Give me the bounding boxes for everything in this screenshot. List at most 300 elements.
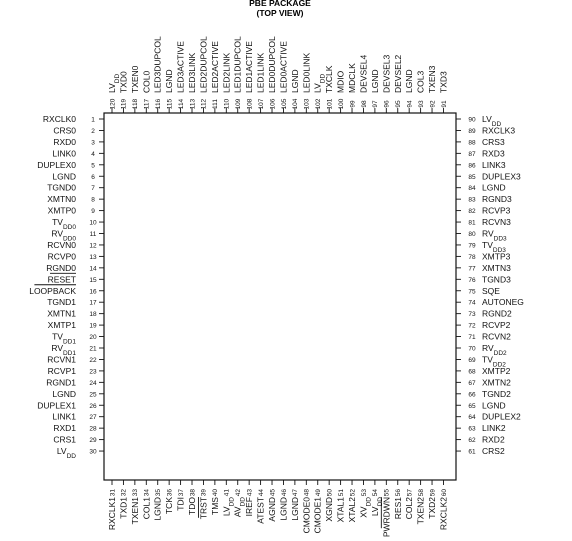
pin-name: RCVN3 [482,217,511,228]
pin-name: SQE [482,285,500,296]
pin-name: TXD0 [118,71,129,93]
pin-number: 59 [429,489,437,497]
pin-number: 11 [89,231,97,238]
pin-number: 5 [91,162,95,170]
pin-89 [456,125,515,135]
pin-104 [290,69,300,113]
pin-name: CRS1 [53,434,76,445]
pin-40 [210,480,220,515]
pin-2 [53,125,104,135]
pin-number: 94 [406,100,414,108]
pin-number: 100 [337,98,345,110]
pin-101 [324,65,334,113]
pin-number: 105 [280,98,288,110]
pin-number: 119 [120,98,128,110]
pin-63 [456,423,506,433]
pin-number: 42 [235,489,243,497]
pin-name: RXD2 [482,434,505,445]
pin-96 [381,54,391,113]
pin-name: RESET [47,274,76,285]
pin-name: ATEST [255,497,266,524]
pin-number: 61 [468,448,476,456]
pin-name: $TV_{DD0}$ [52,217,76,231]
pin-name: COL2 [404,497,415,520]
pin-number: 43 [246,489,254,497]
pin-name: $XV_{DD}$ [358,497,372,518]
pin-number: 99 [349,100,357,108]
pin-92 [427,65,437,113]
pin-103 [301,53,311,113]
pin-number: 93 [417,100,425,108]
pin-number: 20 [89,334,97,342]
pin-number: 120 [109,98,117,110]
pin-93 [416,71,426,113]
pin-number: 56 [395,489,403,497]
pin-name: TXD1 [118,497,129,519]
pin-100 [336,70,346,113]
pin-74 [456,297,524,307]
pin-31 [107,480,117,530]
pin-91 [438,71,448,113]
pin-name: MDCLK [347,63,358,93]
pin-73 [456,309,512,319]
pin-name: RXCLK3 [482,125,516,136]
pin-98 [358,54,368,113]
pin-number: 62 [468,437,476,445]
pin-114 [176,41,186,113]
pin-number: 49 [315,489,323,497]
pin-name: TRST [198,497,209,520]
pin-name: DUPLEX2 [482,411,521,422]
pin-number: 95 [395,100,403,108]
pin-30 [57,446,104,460]
pin-name: XTAL1 [335,497,346,523]
pin-name: $AV_{DD}$ [232,497,247,518]
pin-number: 22 [89,356,97,364]
pin-name: $LV_{DD}$ [482,114,502,128]
pin-number: 16 [89,288,97,296]
pin-number: 29 [89,437,97,445]
pin-105 [278,41,288,113]
pin-number: 17 [89,299,97,307]
pin-name: TDI [175,497,186,511]
pin-name: LGND [52,388,76,399]
pin-name: LED0DUPCOL [267,36,278,93]
pin-61 [456,446,505,456]
pin-number: 55 [383,489,391,497]
pin-47 [290,480,300,521]
pin-name: LGND [369,69,380,93]
pin-number: 102 [315,98,323,110]
pin-name: CRS0 [53,125,76,136]
pin-60 [438,480,448,530]
pin-name: RGND0 [46,262,76,273]
pin-name: LED3DUPCOL [152,36,163,93]
pin-number: 48 [303,489,311,497]
pin-number: 86 [468,162,476,170]
pin-number: 40 [212,489,220,497]
pin-number: 52 [349,489,357,497]
pin-name: RXD3 [482,148,505,159]
pin-name: LGND [482,400,506,411]
pin-16 [29,285,104,296]
pin-number: 85 [468,173,476,181]
pin-number: 76 [468,276,476,284]
pin-97 [370,69,380,113]
pin-number: 9 [91,208,95,216]
pin-48 [301,480,311,533]
pin-name: LED1DUPCOL [232,36,243,93]
pin-14 [46,263,104,273]
pin-7 [47,183,104,193]
pin-number: 34 [143,489,151,497]
pin-name: PWRDWN [381,497,392,538]
pin-name: LOOPBACK [29,285,76,296]
pin-number: 8 [91,196,95,204]
pin-85 [456,171,521,181]
pin-name: LED2ACTIVE [209,41,220,93]
pin-75 [456,286,500,296]
pin-number: 21 [89,345,97,353]
pin-3 [53,137,104,147]
pin-name: $LV_{DD}$ [369,497,384,517]
pin-name: AGND [267,497,278,522]
pin-name: TXD3 [438,71,449,93]
pin-name: $TV_{DD2}$ [482,354,506,368]
pin-18 [47,309,104,319]
pin-name: TDO [187,497,198,515]
pin-number: 66 [468,391,476,399]
pin-number: 46 [280,489,288,497]
pin-28 [53,423,104,433]
pin-4 [52,148,104,158]
pin-number: 35 [155,489,163,497]
pin-name: CRS2 [482,446,505,457]
pin-49 [313,480,323,533]
pin-number: 72 [468,322,476,330]
pin-number: 83 [468,196,476,204]
pin-number: 47 [292,489,300,497]
pin-71 [456,332,511,342]
pin-66 [456,389,511,399]
pin-name: $LV_{DD}$ [107,73,121,93]
pin-number: 70 [468,345,476,353]
pin-name: RCVN0 [47,239,76,250]
pin-number: 37 [177,489,185,497]
pin-number: 45 [269,489,277,497]
pin-number: 38 [189,489,197,497]
pin-107 [256,53,266,113]
pin-99 [347,63,357,113]
pin-116 [153,36,163,113]
pin-76 [456,274,511,284]
pin-number: 4 [91,150,95,158]
pin-number: 82 [468,208,476,216]
pin-number: 60 [440,489,448,497]
pin-112 [198,36,208,113]
pin-name: $LV_{DD}$ [221,497,235,517]
pin-55 [381,480,391,537]
pin-115 [164,69,174,113]
pin-number: 36 [166,489,174,497]
pin-number: 118 [132,98,140,110]
pin-name: RCVP1 [47,365,76,376]
pin-number: 75 [468,288,476,296]
pin-39 [198,480,208,519]
pin-number: 67 [468,379,476,387]
pin-65 [456,400,506,410]
pin-number: 57 [406,489,414,497]
pin-name: TGND0 [47,182,76,193]
pin-number: 39 [200,489,208,497]
pin-number: 81 [468,219,476,227]
pin-number: 1 [91,116,95,124]
pin-name: $LV_{DD}$ [56,446,76,460]
pin-118 [130,65,140,113]
pin-number: 24 [89,379,97,387]
pin-84 [456,183,506,193]
pin-number: 80 [468,231,476,238]
pin-name: LED3ACTIVE [175,41,186,93]
pin-number: 12 [89,242,97,250]
pin-name: AUTONEG [482,297,524,308]
pin-number: 58 [417,489,425,497]
pin-108 [244,41,254,113]
chip-body [104,113,456,480]
pin-name: TGND1 [47,297,76,308]
pin-number: 73 [468,311,476,319]
pin-name: XTAL2 [347,497,358,523]
pin-name: COL3 [415,70,426,93]
pin-name: XGND [324,497,335,522]
pin-86 [456,160,506,170]
pin-number: 91 [440,100,448,108]
package-title: PBE PACKAGE [249,0,311,8]
pin-83 [456,194,512,204]
pin-number: 13 [89,253,97,261]
pin-number: 54 [372,489,380,497]
pin-23 [48,366,104,376]
pin-number: 53 [360,489,368,497]
pin-19 [48,320,104,330]
pin-22 [47,354,104,364]
pin-name: CMODE1 [312,497,323,534]
pin-name: XMTP2 [482,365,511,376]
pin-name: XMTN3 [482,262,511,273]
pin-38 [187,480,197,515]
pin-name: LINK2 [482,423,506,434]
pin-number: 89 [468,127,476,135]
pin-number: 97 [372,100,380,108]
pin-name: LED2DUPCOL [198,36,209,93]
pin-64 [456,412,521,422]
pin-34 [141,480,151,519]
pin-number: 109 [235,98,243,110]
pin-5 [37,160,104,170]
pin-name: DEVSEL4 [358,54,369,93]
pin-29 [53,435,104,445]
pin-number: 111 [212,99,220,109]
pin-number: 71 [468,334,476,342]
pin-name: XMTP1 [47,320,76,331]
pin-number: 68 [468,368,476,376]
pin-58 [416,480,426,524]
pin-name: RCVP2 [482,320,511,331]
pin-45 [267,480,277,522]
pin-12 [47,240,104,250]
pin-number: 113 [189,98,197,110]
pin-name: LGND [289,497,300,521]
pin-number: 92 [429,100,437,108]
pin-43 [244,480,254,516]
pin-50 [324,480,334,522]
pin-117 [141,71,151,113]
pin-name: LGND [52,171,76,182]
pin-17 [47,297,104,307]
pin-name: TXD2 [427,497,438,519]
pin-name: DUPLEX1 [37,400,76,411]
pin-number: 19 [89,322,97,330]
pin-number: 77 [468,265,476,273]
pin-number: 107 [257,98,265,110]
pin-number: 28 [89,425,97,433]
pin-number: 30 [89,448,97,456]
pin-number: 25 [89,391,97,399]
pin-name: MDIO [335,70,346,93]
pin-name: TGND2 [482,388,511,399]
pin-name: RES1 [392,497,403,520]
pin-name: $TV_{DD1}$ [52,331,76,346]
package-subtitle: (TOP VIEW) [256,8,304,18]
pin-number: 14 [89,265,97,273]
pin-8 [47,194,104,204]
pin-number: 69 [468,356,476,364]
pin-35 [153,480,163,521]
pin-name: TMS [209,497,220,515]
pin-1 [43,114,104,124]
pin-number: 90 [468,116,476,124]
pin-15 [48,273,104,284]
pin-72 [456,320,511,330]
pin-51 [336,480,346,522]
pin-24 [46,377,104,387]
pin-name: TGND3 [482,274,511,285]
pin-number: 65 [468,402,476,410]
pin-57 [404,480,414,519]
pin-name: RGND1 [46,377,76,388]
pin-9 [48,206,104,216]
pin-number: 116 [155,98,163,110]
pin-number: 63 [468,425,476,433]
pin-number: 32 [120,489,128,497]
pin-name: $RV_{DD3}$ [482,228,507,242]
pin-number: 112 [200,98,208,110]
pin-number: 110 [223,98,231,110]
pin-87 [456,148,505,158]
pin-name: LGND [482,182,506,193]
pin-number: 6 [91,173,95,181]
pin-name: XMTN2 [482,377,511,388]
pin-number: 78 [468,253,476,261]
pin-59 [427,480,437,519]
pin-number: 10 [89,219,97,227]
pin-67 [456,377,511,387]
pin-number: 41 [223,489,231,497]
pin-name: LED2LINK [221,52,232,93]
pin-name: LED0ACTIVE [278,41,289,93]
pin-name: TXEN0 [129,65,140,93]
pin-94 [404,69,414,113]
pin-44 [256,480,266,524]
pin-number: 87 [468,150,476,158]
pin-name: DUPLEX3 [482,171,521,182]
pin-name: LGND [289,69,300,93]
pin-number: 44 [257,489,265,497]
pin-name: RXD0 [53,136,76,147]
pin-name: CRS3 [482,136,505,147]
pin-name: RCVN1 [47,354,76,365]
pin-13 [48,251,104,261]
pin-name: TXCLK [324,65,335,93]
pin-name: COL0 [141,70,152,93]
pin-name: COL1 [141,497,152,520]
pin-111 [210,41,220,113]
pin-name: DUPLEX0 [37,159,76,170]
pin-113 [187,53,197,113]
pin-name: TXEN3 [427,65,438,93]
pin-name: CMODE0 [301,497,312,534]
pin-name: $RV_{DD0}$ [51,228,76,242]
pin-name: RXCLK1 [107,497,117,531]
pin-number: 26 [89,402,97,410]
pin-number: 96 [383,100,391,108]
pin-number: 64 [468,414,476,422]
pin-name: XMTP0 [47,205,76,216]
pin-number: 103 [303,98,311,110]
pin-number: 104 [292,98,300,110]
pin-number: 2 [91,127,95,135]
pin-number: 101 [326,98,334,110]
pin-number: 108 [246,98,254,110]
pin-name: IREF [244,497,255,517]
pin-number: 114 [177,98,185,110]
pin-6 [52,171,104,181]
pin-name: LINK3 [482,159,506,170]
pin-number: 117 [143,98,151,110]
pin-name: DEVSEL2 [392,54,403,93]
pin-name: $TV_{DD3}$ [482,239,506,254]
pin-name: RXD1 [53,423,76,434]
pin-number: 88 [468,139,476,147]
pin-77 [456,263,511,273]
pin-number: 27 [89,414,97,422]
pin-name: LGND [278,497,289,521]
pin-name: $LV_{DD}$ [312,73,327,93]
pin-name: LED3LINK [187,52,198,93]
pin-name: LGND [164,69,175,93]
pin-number: 106 [269,98,277,110]
pin-name: RGND2 [482,308,512,319]
pin-name: LGND [404,69,415,93]
pin-82 [456,206,511,216]
pin-26 [37,400,104,410]
pin-name: RXCLK0 [42,114,76,124]
pin-name: DEVSEL3 [381,54,392,93]
pin-name: XMTN0 [47,194,76,205]
pin-88 [456,137,505,147]
pin-name: XMTP3 [482,251,511,262]
pin-78 [456,251,511,261]
